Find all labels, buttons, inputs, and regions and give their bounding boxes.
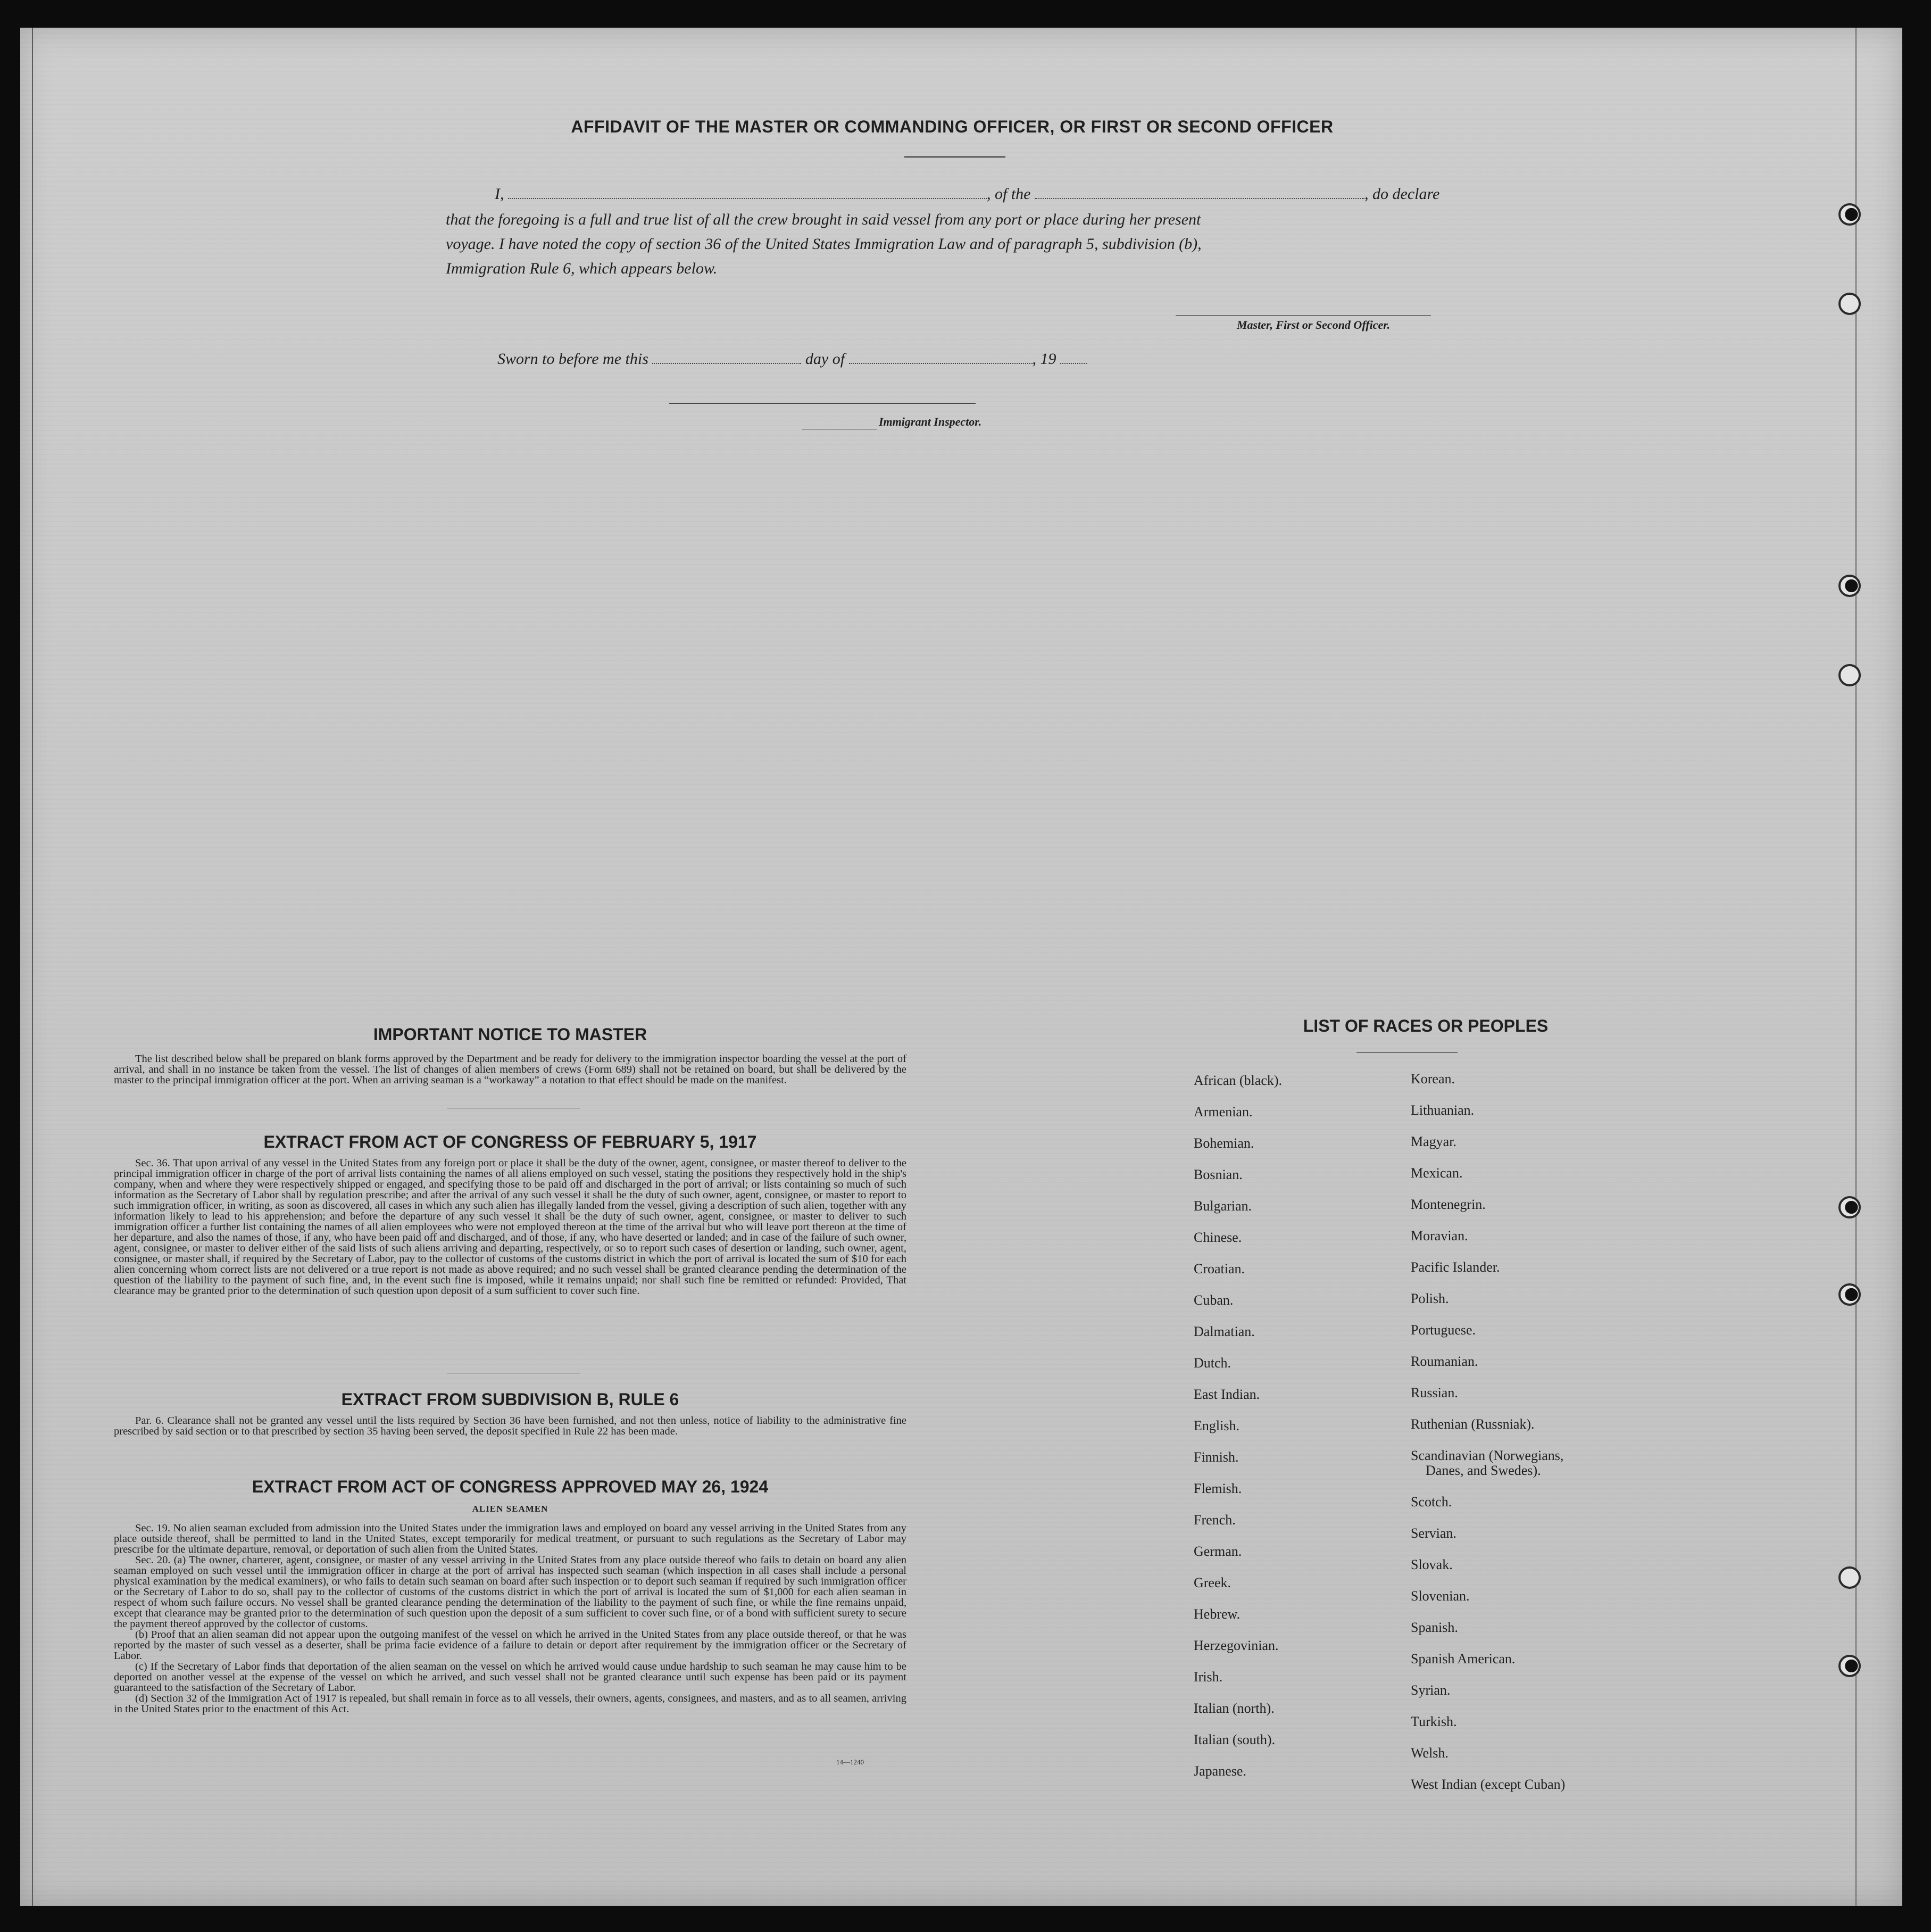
section-36-paragraph: Sec. 36. That upon arrival of any vessel in the United States from any foreign port or place it shall be the duty of the owner, agent, consignee, or master thereof to deliver to the principal immigration officer in charge of the port of arrival lists containing the names of all aliens employed on such vessel, stating the positions they respectively hold in the ship's company, when and where they were respectively shipped or engaged, and specifying those to be paid off and discharged in the port of arrival; or lists containing so much of such information as the Secretary of Labor shall by regulation prescribe; and after the arrival of any such vessel it shall be the duty of such owner, agent, consignee, or master to report to such immigration officer, in writing, as soon as discovered, all cases in which any such alien has illegally landed from the vessel, giving a description of such alien, together with any information likely to lead to his apprehension; and before the departure of any such vessel it shall be the duty of such owner, agent, consignee, or master to deliver to such immigration officer a further list containing the names of all alien employees who were not employed thereon at the time of the arrival but who will leave port thereon at the time of her departure, and also the names of those, if any, who have been paid off and discharged, and of those, if any, who have deserted or landed; and in case of the failure of such owner, agent, consignee, or master to deliver either of the said lists of such aliens arriving and departing, respectively, or so to report such cases of desertion or landing, such owner, agent, consignee, or master shall, if required by the Secretary of Labor, pay to the collector of customs of the customs district in which the port of arrival is located the sum of $10 for each alien concerning whom correct lists are not delivered or a true report is not made as above required; and no such vessel shall be granted clearance pending the determination of the question of the liability to the payment of such fine, and, in the event such fine is imposed, while it remains unpaid; nor shall such fine be remitted or refunded: Provided, That clearance may be granted prior to the determination of such question upon deposit of a sum sufficient to cover such fine. — [114, 1157, 906, 1297]
sworn-line — [497, 347, 1087, 371]
paragraph-6: Par. 6. Clearance shall not be granted any vessel until the lists required by Section 36 have been furnished, and not then unless, notice of liability to the administrative fine prescribed by said section or to that prescribed by section 35 having been served, the deposit specified in Rule 22 has been made. — [114, 1415, 906, 1437]
binder-hole — [1838, 203, 1861, 226]
section-20b-paragraph: (b) Proof that an alien seaman did not appear upon the outgoing manifest of the vessel on which he arrived in the United States from any place outside thereof, or that he was reported by the master of such vessel as a deserter, shall be prima facie evidence of a failure to detain or deport after requirement by the immigration officer or the Secretary of Labor. — [114, 1629, 906, 1662]
vessel-blank — [1035, 184, 1364, 199]
binder-hole — [1838, 1283, 1861, 1306]
section-20c-paragraph: (c) If the Secretary of Labor finds that deportation of the alien seaman on the vessel on which he arrived would cause undue hardship to such seaman he may cause him to be deported on another vessel at the expense of the vessel on which he arrived, and such vessel shall not be granted clearance until such expense has been paid or its payment guaranteed to the satisfaction of the Secretary of Labor. — [114, 1661, 906, 1694]
notice-paragraph: The list described below shall be prepared on blank forms approved by the Department and be ready for delivery to the immigration inspector boarding the vessel at the port of arrival, and shall in no instance be taken from the vessel. The list of changes of alien members of crews (Form 689) shall not be retained on board, but shall be delivered by the master to the principal immigration officer at the port. When an arriving seaman is a “workaway” a notation to that effect should be made on the manifest. — [114, 1053, 906, 1086]
inspector-caption: Immigrant Inspector. — [879, 415, 982, 428]
affidavit-title: AFFIDAVIT OF THE MASTER OR COMMANDING OFFICER, OR FIRST OR SECOND OFFICER — [571, 117, 1334, 136]
race-item: Greek. — [1194, 1575, 1231, 1590]
race-item: Hebrew. — [1194, 1606, 1241, 1622]
binder-hole — [1838, 1566, 1861, 1589]
binder-hole — [1838, 293, 1861, 315]
binder-hole — [1838, 575, 1861, 597]
race-item: Bohemian. — [1194, 1135, 1254, 1151]
race-item: Russian. — [1411, 1385, 1458, 1400]
affidavit-line-2: that the foregoing is a full and true list of all the crew brought in said vessel from any port or place during her present — [446, 211, 1201, 228]
margin-line-left — [32, 28, 33, 1906]
race-item: Welsh. — [1411, 1745, 1449, 1761]
extract-rule6-body — [114, 1415, 906, 1437]
race-item: Roumanian. — [1411, 1354, 1478, 1369]
race-item: Magyar. — [1411, 1134, 1456, 1149]
race-item: Korean. — [1411, 1071, 1455, 1087]
name-blank — [508, 184, 987, 199]
race-item: West Indian (except Cuban) — [1411, 1777, 1566, 1792]
race-item: Polish. — [1411, 1291, 1449, 1306]
race-item: Moravian. — [1411, 1228, 1468, 1243]
binder-hole — [1838, 1196, 1861, 1218]
race-item: Japanese. — [1194, 1763, 1246, 1779]
affidavit-of-the-label: , of the — [987, 185, 1031, 203]
race-item: Lithuanian. — [1411, 1102, 1475, 1118]
extract-1917-body — [114, 1158, 906, 1296]
race-item: East Indian. — [1194, 1387, 1260, 1402]
race-item: Turkish. — [1411, 1714, 1457, 1729]
section-19-paragraph: Sec. 19. No alien seaman excluded from admission into the United States under the immigration laws and employed on board any vessel arriving in the United States from any place outside thereof, shall be permitted to land in the United States, except temporarily for medical treatment, or pursuant to such regulations as the Secretary of Labor may prescribe for the ultimate departure, removal, or deportation of such alien from the United States. — [114, 1522, 906, 1555]
section-20d-paragraph: (d) Section 32 of the Immigration Act of 1917 is repealed, but shall remain in force as to all vessels, their owners, agents, consignees, and masters, and as to all seamen, arriving in the United States prior to the enactment of this Act. — [114, 1693, 906, 1715]
race-item: Ruthenian (Russniak). — [1411, 1416, 1535, 1432]
race-item: Chinese. — [1194, 1230, 1242, 1245]
race-item: Italian (south). — [1194, 1732, 1276, 1747]
race-item: Cuban. — [1194, 1292, 1234, 1308]
binder-hole — [1838, 1655, 1861, 1677]
race-item: Spanish American. — [1411, 1651, 1516, 1666]
alien-seamen-subtitle: ALIEN SEAMEN — [472, 1504, 548, 1514]
affidavit-line-3: voyage. I have noted the copy of section 36 of the United States Immigration Law and of paragraph 5, subdivision (b), — [446, 235, 1202, 253]
race-item: French. — [1194, 1512, 1236, 1528]
race-item: German. — [1194, 1544, 1242, 1559]
year-label: , 19 — [1032, 350, 1056, 368]
race-item: Danes, and Swedes). — [1426, 1463, 1541, 1478]
race-item: Pacific Islander. — [1411, 1259, 1500, 1275]
sworn-day-blank — [652, 349, 801, 364]
race-item: Bulgarian. — [1194, 1198, 1252, 1214]
race-item: Finnish. — [1194, 1449, 1239, 1465]
sworn-year-blank — [1060, 349, 1087, 364]
race-item: Herzegovinian. — [1194, 1638, 1279, 1653]
race-item: Portuguese. — [1411, 1322, 1476, 1338]
inspector-signature-line — [669, 403, 976, 404]
race-item: African (black). — [1194, 1073, 1283, 1088]
race-item: Scotch. — [1411, 1494, 1452, 1510]
extract-1924-title: EXTRACT FROM ACT OF CONGRESS APPROVED MAY 26, 1924 — [252, 1477, 769, 1496]
master-signature-line — [1176, 315, 1431, 316]
affidavit-line-4: Immigration Rule 6, which appears below. — [446, 260, 718, 277]
notice-body — [114, 1054, 906, 1085]
section-20a-paragraph: Sec. 20. (a) The owner, charterer, agent, consignee, or master of any vessel arriving in the United States from any place outside thereof who fails to detain on board any alien seaman employed on such vessel until the immigration officer in charge at the port of arrival has inspected such seaman (which inspection in all cases shall include a personal physical examination by the medical examiners), or who fails to detain such seaman on board after such inspection or to deport such seaman if required by such immigration officer or the Secretary of Labor to do so, shall pay to the collector of customs of the customs district in which the port of arrival is located the sum of $1,000 for each alien seaman in respect of whom such failure occurs. No vessel shall be granted clearance pending the determination of the liability to the payment of such fine, or while the fine remains unpaid, except that clearance may be granted prior to the determination of such question upon the deposit of a sum sufficient to cover such fine, or of a bond with sufficient surety to secure the payment thereof approved by the collector of customs. — [114, 1554, 906, 1630]
race-item: Servian. — [1411, 1525, 1456, 1541]
day-of-label: day of — [805, 350, 845, 368]
binder-hole — [1838, 664, 1861, 686]
sworn-label: Sworn to before me this — [497, 350, 648, 368]
race-item: Bosnian. — [1194, 1167, 1243, 1182]
extract-rule6-title: EXTRACT FROM SUBDIVISION B, RULE 6 — [341, 1390, 679, 1409]
race-item: Mexican. — [1411, 1165, 1463, 1181]
race-item: Dutch. — [1194, 1355, 1231, 1371]
race-item: Spanish. — [1411, 1620, 1458, 1635]
sworn-month-blank — [849, 349, 1033, 364]
races-title-underline — [1356, 1052, 1458, 1053]
race-item: English. — [1194, 1418, 1239, 1433]
race-item: Flemish. — [1194, 1481, 1242, 1496]
race-item: Slovenian. — [1411, 1588, 1470, 1604]
race-item: Montenegrin. — [1411, 1197, 1486, 1212]
form-number: 14—1240 — [836, 1758, 864, 1766]
race-item: Slovak. — [1411, 1557, 1453, 1572]
race-item: Syrian. — [1411, 1682, 1451, 1698]
extract-1917-title: EXTRACT FROM ACT OF CONGRESS OF FEBRUARY 5, 1917 — [263, 1132, 757, 1151]
title-underline — [904, 156, 1005, 157]
races-title: LIST OF RACES OR PEOPLES — [1303, 1016, 1549, 1035]
master-caption: Master, First or Second Officer. — [1237, 318, 1391, 331]
affidavit-line-1 — [495, 182, 1439, 206]
notice-title: IMPORTANT NOTICE TO MASTER — [373, 1025, 647, 1044]
race-item: Croatian. — [1194, 1261, 1245, 1276]
race-item: Armenian. — [1194, 1104, 1253, 1120]
race-item: Italian (north). — [1194, 1701, 1275, 1716]
race-item: Irish. — [1194, 1669, 1223, 1685]
extract-1924-body — [114, 1523, 906, 1714]
race-item: Dalmatian. — [1194, 1324, 1255, 1339]
race-item: Scandinavian (Norwegians, — [1411, 1448, 1564, 1463]
affidavit-i-label: I, — [495, 185, 504, 203]
affidavit-declare-label: , do declare — [1364, 185, 1440, 203]
